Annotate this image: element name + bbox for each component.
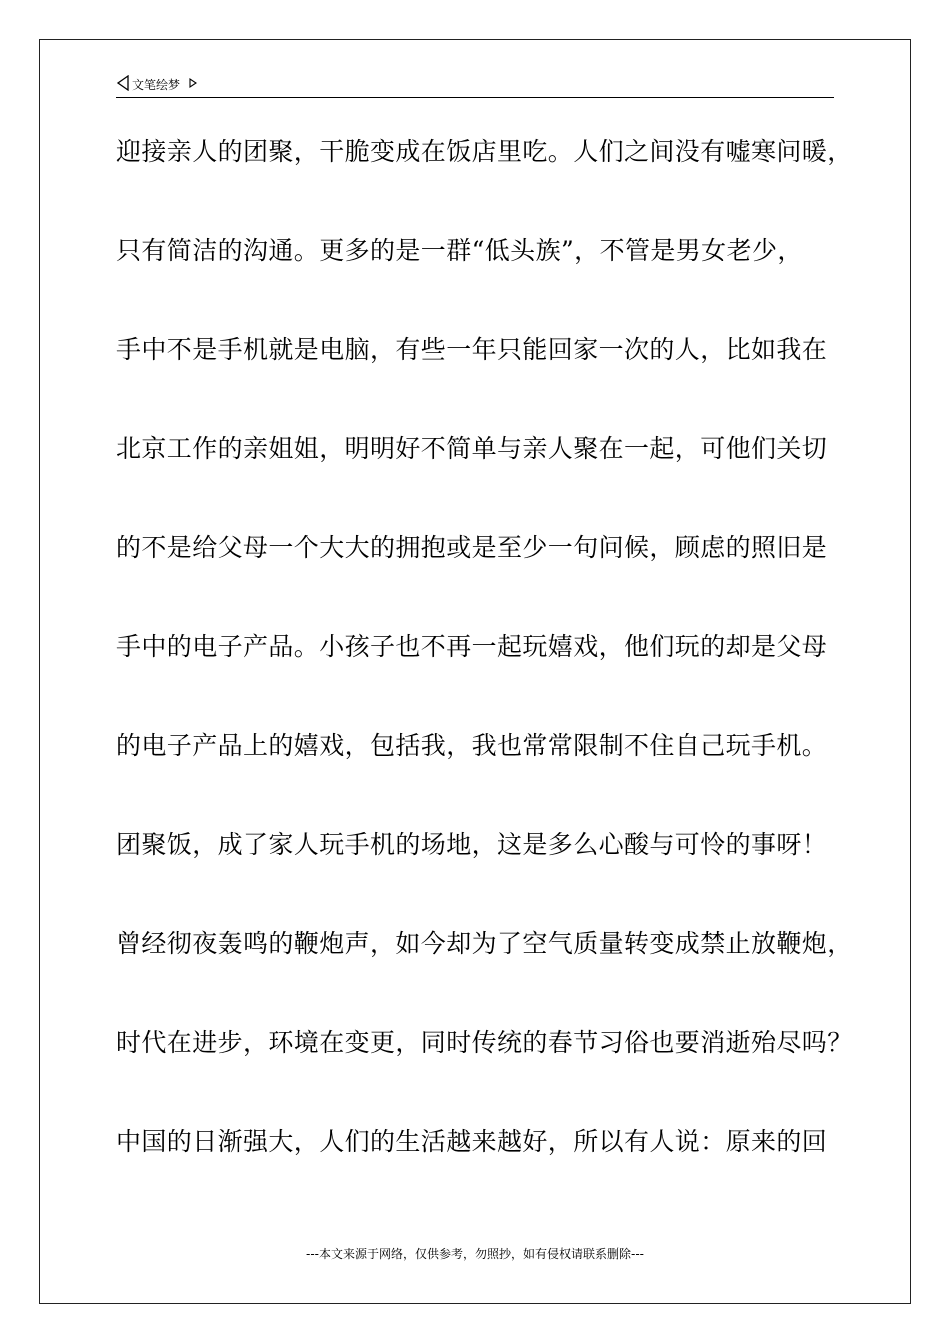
page-header	[116, 72, 198, 96]
body-line: 团聚饭，成了家人玩手机的场地，这是多么心酸与可怜的事呀！	[116, 830, 828, 859]
body-line: 的不是给父母一个大大的拥抱或是至少一句问候，顾虑的照旧是	[116, 533, 828, 562]
triangle-right-outline-icon	[188, 77, 198, 91]
body-line: 手中不是手机就是电脑，有些一年只能回家一次的人，比如我在	[116, 335, 828, 364]
body-line: 手中的电子产品。小孩子也不再一起玩嬉戏，他们玩的却是父母	[116, 632, 828, 661]
body-line: 只有简洁的沟通。更多的是一群“低头族”，不管是男女老少，	[116, 236, 803, 265]
body-line: 的电子产品上的嬉戏，包括我，我也常常限制不住自己玩手机。	[116, 731, 828, 760]
body-line: 时代在进步，环境在变更，同时传统的春节习俗也要消逝殆尽吗？	[116, 1028, 853, 1057]
document-body	[116, 126, 856, 1215]
triangle-left-outline-icon	[116, 75, 130, 93]
body-line: 中国的日渐强大，人们的生活越来越好，所以有人说：原来的回	[116, 1127, 828, 1156]
header-rule	[116, 97, 834, 98]
body-line: 北京工作的亲姐姐，明明好不简单与亲人聚在一起，可他们关切	[116, 434, 828, 463]
body-line: 迎接亲人的团聚，干脆变成在饭店里吃。人们之间没有嘘寒问暖，	[116, 137, 853, 166]
body-line: 曾经彻夜轰鸣的鞭炮声，如今却为了空气质量转变成禁止放鞭炮，	[116, 929, 853, 958]
footer-disclaimer: ---本文来源于网络，仅供参考，勿照抄，如有侵权请联系删除---	[306, 1247, 644, 1261]
header-title: 文笔绘梦	[132, 77, 181, 92]
